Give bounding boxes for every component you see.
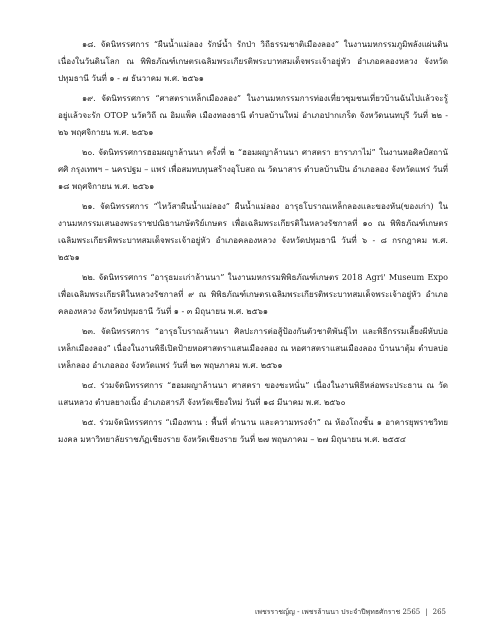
list-item: ๒๔. ร่วมจัดนิทรรศการ “ฮอมผญาล้านนา ศาสตรา ของชะหนั่น” เนื่องในงานพิธีหล่อพระประธาน ณ วัดแสนหลวง ตำบลยางเนิ้ง อำเภอสารภี จังหวัดเชียงใหม่ วันที่ ๑๘ มีนาคม พ.ศ. ๒๕๖๐ bbox=[58, 380, 448, 407]
document-body bbox=[58, 36, 448, 606]
list-item: ๒๒. จัดนิทรรศการ “อารุธมะเก่าล้านนา” ในงานมหกรรมพิพิธภัณฑ์เกษตร 2018 Agri' Museum Expo เพื่อเฉลิมพระเกียรติในหลวงรัชกาลที่ ๙ ณ พิพิธภัณฑ์เกษตรเฉลิมพระเกียรติพระบาทสมเด็จพระเจ้าอยู่หัว อำเภอคลองหลวง จังหวัดปทุมธานี วันที่ ๑ - ๓ มิถุนายน พ.ศ. ๒๕๖๑ bbox=[58, 272, 448, 316]
list-item: ๒๓. จัดนิทรรศการ “อารุธโบราณล้านนา ศิลปะการต่อสู้ป้องกันตัวชาติพันธุ์ไท และพิธีกรรมเลี้ยงผีหับบ่อเหล็กเมืองลอง” เนื่องในงานพิธีเปิดป้ายหอศาสตราแสนเมืองลอง ณ หอศาสตราแสนเมืองลอง บ้านนาตุ้ม ตำบลบ่อเหล็กลอง อำเภอลอง จังหวัดแพร่ วันที่ ๒๓ พฤษภาคม พ.ศ. ๒๕๖๑ bbox=[58, 326, 448, 370]
list-item: ๑๘. จัดนิทรรศการ “ผืนน้ำแม่ลอง รักษ์น้ำ รักป่า วิถีธรรมชาติเมืองลอง” ในงานมหกรรมภูมิพลังแผ่นดินเนื่องในวันดินโลก ณ พิพิธภัณฑ์เกษตรเฉลิมพระเกียรติพระบาทสมเด็จพระเจ้าอยู่หัว อำเภอคลองหลวง จังหวัดปทุมธานี วันที่ ๑ - ๗ ธันวาคม พ.ศ. ๒๕๖๑ bbox=[58, 39, 448, 83]
page-footer bbox=[255, 607, 446, 618]
list-item: ๒๑. จัดนิทรรศการ “ไหว้สาผืนน้ำแม่ลอง” ผืนน้ำแม่ลอง อารุธโบราณเหล็กลองและของหัน(ของเก่า) ในงานมหกรรมเสนองพระราชปณิธานกษัตริย์เกษตร เพื่อเฉลิมพระเกียรติในหลวงรัชกาลที่ ๑๐ ณ พิพิธภัณฑ์เกษตรเฉลิมพระเกียรติพระบาทสมเด็จพระเจ้าอยู่หัว อำเภอคลองหลวง จังหวัดปทุมธานี วันที่ ๖ - ๘ กรกฎาคม พ.ศ. ๒๕๖๑ bbox=[58, 201, 448, 262]
list-item: ๒๕. ร่วมจัดนิทรรศการ “เมืองพาน : พื้นที่ ตำนาน และความทรงจำ” ณ ห้องโถงชั้น ๑ อาคารยุพราชวิทยมงคล มหาวิทยาลัยราชภัฏเชียงราย จังหวัดเชียงราย วันที่ ๒๗ พฤษภาคม – ๒๗ มิถุนายน พ.ศ. ๒๕๕๔ bbox=[58, 417, 448, 444]
list-item: ๒๐. จัดนิทรรศการฮอมผญาล้านนา ครั้งที่ ๒ “ฮอมผญาล้านนา ศาสตรา ยาราภาไม่” ในงานหอศิลป์สถานัศศิ กรุงเทพฯ – นครปฐม – แพร่ เพื่อสมทบทุนสร้างอุโบสถ ณ วัดนาสาร ตำบลบ้านปิน อำเภอลอง จังหวัดแพร่ วันที่ ๑๘ พฤศจิกายน พ.ศ. ๒๕๖๑ bbox=[58, 147, 448, 191]
page-number: 265 bbox=[432, 608, 446, 616]
list-item: ๑๙. จัดนิทรรศการ “ศาสตราเหล็กเมืองลอง” ในงานมหกรรมการท่องเที่ยวชุมชนเที่ยวบ้านฉันไปแล้วจะรู้อยู่แล้วจะรัก OTOP นวัตวิถี ณ อิมแพ็ค เมืองทองธานี ตำบลบ้านใหม่ อำเภอปากเกร็ด จังหวัดนนทบุรี วันที่ ๒๒ - ๒๖ พฤศจิกายน พ.ศ. ๒๕๖๑ bbox=[58, 93, 448, 137]
footer-text: เพชรราชญ์ญ - เพชรล้านนา ประจำปีพุทธศักราช 2565 bbox=[254, 608, 421, 616]
footer-separator: | bbox=[425, 608, 428, 616]
